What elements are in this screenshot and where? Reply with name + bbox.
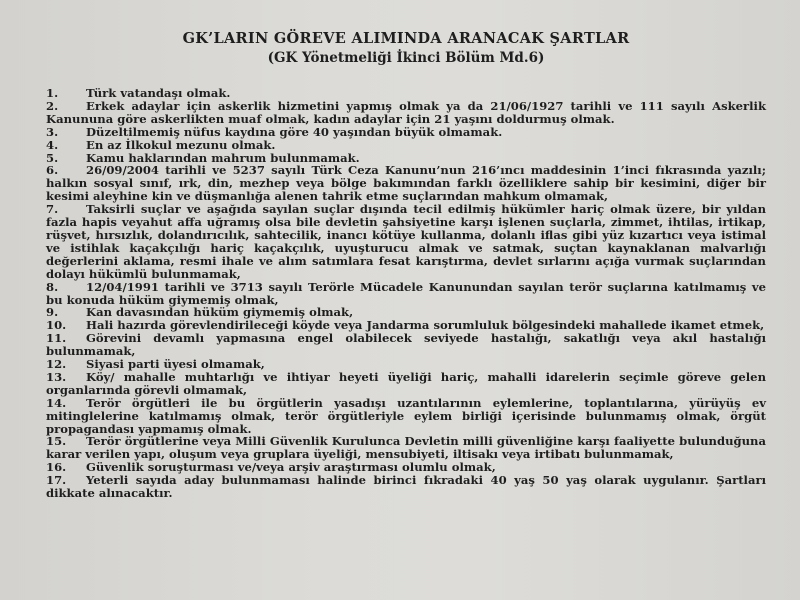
item-number: 2. bbox=[46, 98, 59, 113]
item-number: 15. bbox=[46, 434, 67, 449]
item-text: Kamu haklarından mahrum bulunmamak. bbox=[86, 150, 360, 165]
document-subtitle: (GK Yönetmeliği İkinci Bölüm Md.6) bbox=[267, 50, 545, 66]
item-number: 10. bbox=[46, 318, 67, 333]
item-text: En az İlkokul mezunu olmak. bbox=[86, 137, 276, 152]
item-number: 3. bbox=[46, 124, 59, 139]
item-number: 12. bbox=[46, 357, 67, 372]
item-text: Düzeltilmemiş nüfus kaydına göre 40 yaşından büyük olmamak. bbox=[86, 124, 503, 139]
item-number: 13. bbox=[46, 369, 67, 384]
item-text: Taksirli suçlar ve aşağıda sayılan suçlar dışında tecil edilmiş hükümler hariç olmak üzere, bir yıldan fazla hapis veyahut affa uğramış olsa bile devletin şahsiyetine karşı işlenen suçlarla, zimmet, ihtilas, irtikap, rüşvet, hırsızlık, dolandırıcılık, sahtecilik, inancı kötüye kullanma, dolanlı iflas gibi yüz kızartıcı veya istimal ve istihlak kaçakçılığı hariç kaçakçılık, uyuşturucu almak ve satmak, suçtan kaynaklanan malvarlığı değerlerini aklama, resmi ihale ve alım satımlara fesat karıştırma, devlet sırlarını açığa vurmak suçlarından dolayı hükümlü bulunmamak, bbox=[46, 202, 766, 281]
item-number: 9. bbox=[46, 305, 59, 320]
item-text: Terör örgütlerine veya Milli Güvenlik Kurulunca Devletin milli güvenliğine karşı faaliyette bulunduğuna karar verilen yapı, oluşum veya gruplara üyeliği, mensubiyeti, iltisakı veya irtibatı bulunmamak, bbox=[46, 434, 766, 462]
item-text: Siyasi parti üyesi olmamak, bbox=[86, 357, 265, 372]
item-number: 5. bbox=[46, 150, 59, 165]
item-text: Güvenlik soruşturması ve/veya arşiv araştırması olumlu olmak, bbox=[86, 460, 496, 475]
list-item bbox=[46, 371, 766, 397]
item-text: Görevini devamlı yapmasına engel olabilecek seviyede hastalığı, sakatlığı veya akıl hastalığı bulunmamak, bbox=[46, 331, 766, 359]
item-number: 7. bbox=[46, 202, 59, 217]
document-title: GK’LARIN GÖREVE ALIMINDA ARANACAK ŞARTLAR bbox=[182, 30, 630, 47]
item-text: Terör örgütleri ile bu örgütlerin yasadışı uzantılarının eylemlerine, toplantılarına, yürüyüş ev mitinglelerine katılmamış olmak, terör örgütleriyle eylem birliği içerisinde bulunmamış olmak, örgüt propagandası yapmamış olmak. bbox=[46, 395, 766, 436]
item-text: Hali hazırda görevlendirileceği köyde veya Jandarma sorumluluk bölgesindeki mahallede ikamet etmek, bbox=[86, 318, 765, 333]
item-number: 11. bbox=[46, 331, 67, 346]
list-item bbox=[46, 281, 766, 307]
item-number: 6. bbox=[46, 163, 59, 178]
item-text: Yeterli sayıda aday bulunmaması halinde birinci fıkradaki 40 yaş 50 yaş olarak uygulanır. Şartları dikkate alınacaktır. bbox=[46, 473, 766, 501]
item-text: 12/04/1991 tarihli ve 3713 sayılı Terörle Mücadele Kanunundan sayılan terör suçlarına katılmamış ve bu konuda hüküm giymemiş olmak, bbox=[46, 279, 766, 307]
item-number: 8. bbox=[46, 279, 59, 294]
item-text: Türk vatandaşı olmak. bbox=[86, 86, 231, 100]
list-item bbox=[46, 435, 766, 461]
requirements-list bbox=[46, 87, 766, 500]
item-number: 4. bbox=[46, 137, 59, 152]
item-number: 17. bbox=[46, 473, 67, 488]
list-item bbox=[46, 332, 766, 358]
list-item bbox=[46, 397, 766, 436]
item-text: Köy/ mahalle muhtarlığı ve ihtiyar heyeti üyeliği hariç, mahalli idarelerin seçimle göreve gelen organlarında görevli olmamak, bbox=[46, 369, 766, 397]
item-text: Kan davasından hüküm giymemiş olmak, bbox=[86, 305, 354, 320]
item-number: 14. bbox=[46, 395, 67, 410]
item-text: Erkek adaylar için askerlik hizmetini yapmış olmak ya da 21/06/1927 tarihli ve 111 sayılı Askerlik Kanununa göre askerlikten muaf olmak, kadın adaylar için 21 yaşını doldurmuş olmak. bbox=[46, 98, 766, 126]
item-text: 26/09/2004 tarihli ve 5237 sayılı Türk Ceza Kanunu’nun 216’ıncı maddesinin 1’inci fıkrasında yazılı; halkın sosyal sınıf, ırk, din, mezhep veya bölge bakımından farklı özelliklere sahip bir kesimini, diğer bir kesimi aleyhine kin ve düşmanlığa alenen tahrik etme suçlarından mahkum olmamak, bbox=[46, 163, 766, 204]
item-number: 1. bbox=[46, 86, 59, 100]
list-item bbox=[46, 474, 766, 500]
item-number: 16. bbox=[46, 460, 67, 475]
list-item bbox=[46, 164, 766, 203]
list-item bbox=[46, 203, 766, 280]
list-item bbox=[46, 100, 766, 126]
